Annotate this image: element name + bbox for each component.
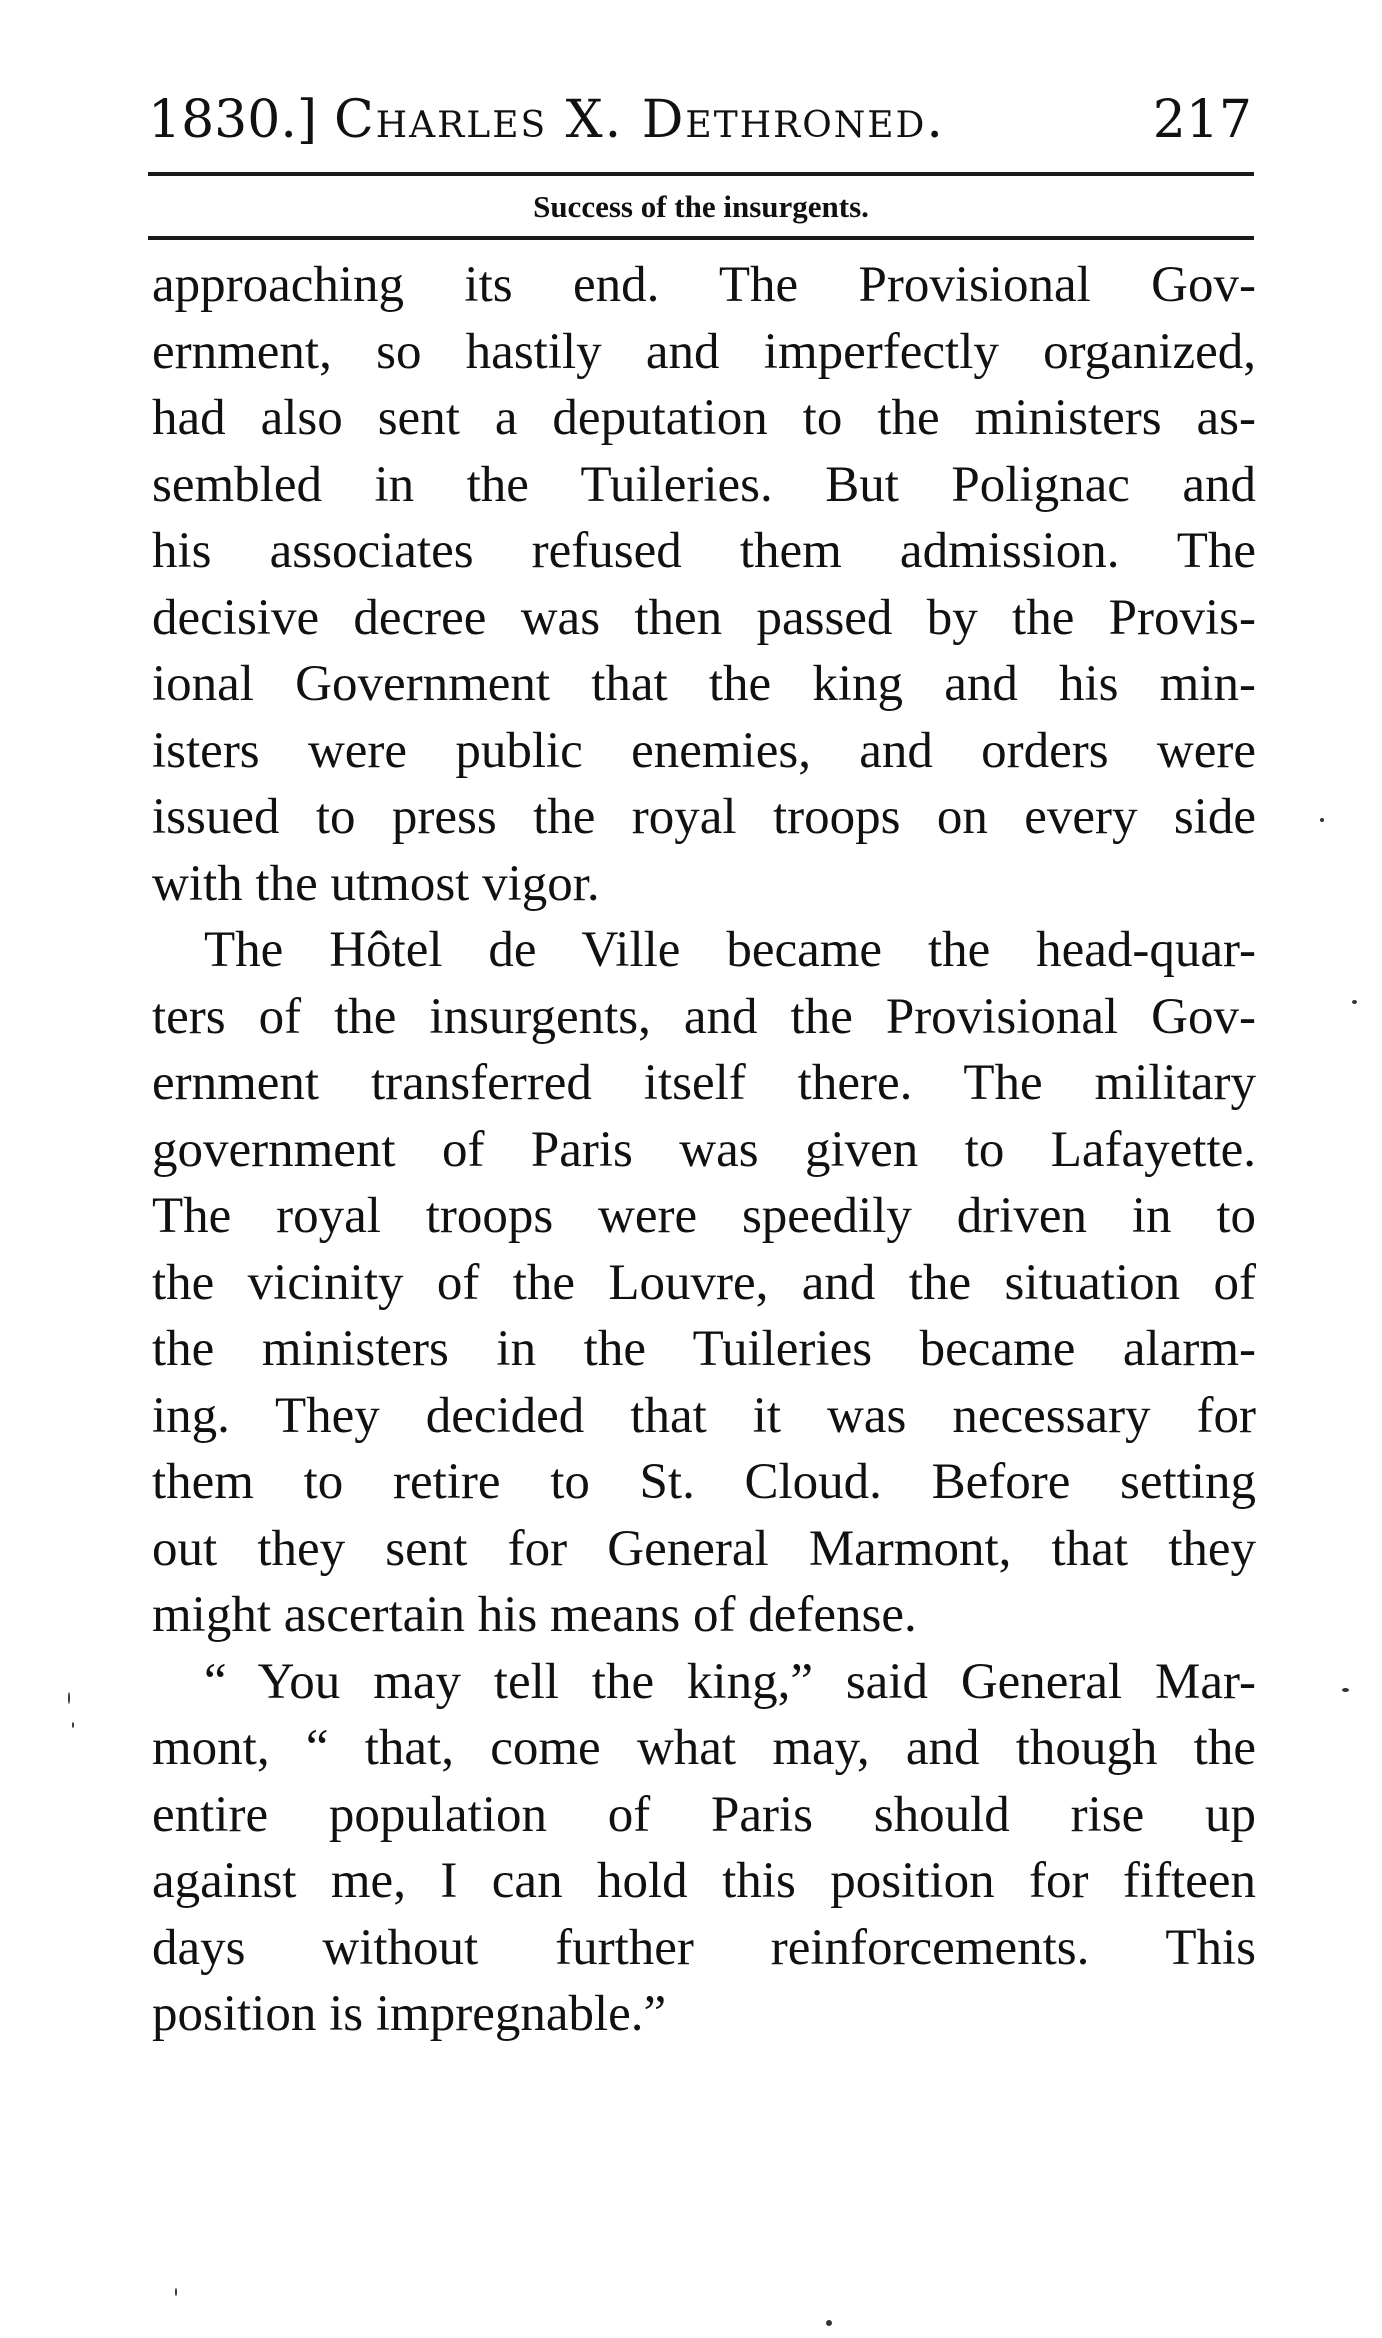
scan-speck — [826, 2320, 832, 2326]
text-line: out they sent for General Marmont, that they — [152, 1520, 1256, 1577]
body-text — [152, 252, 1256, 2048]
running-head-title: Charles X. Dethroned. — [334, 90, 945, 150]
text-line: decisive decree was then passed by the Provis- — [152, 589, 1256, 646]
text-line: approaching its end. The Provisional Gov- — [152, 257, 1256, 313]
text-line: entire population of Paris should rise up — [152, 1786, 1256, 1843]
text-line: ing. They decided that it was necessary for — [152, 1387, 1256, 1444]
scan-speck — [72, 1722, 74, 1728]
scan-speck — [1342, 1688, 1349, 1692]
text-line: with the utmost vigor. — [152, 855, 600, 912]
scan-speck — [175, 2288, 177, 2296]
text-line: ional Government that the king and his min- — [152, 656, 1256, 712]
scan-speck — [1352, 1000, 1357, 1004]
paragraph — [152, 252, 1256, 917]
paragraph — [152, 1649, 1256, 2048]
text-line: “ You may tell the king,” said General Mar- — [204, 1653, 1256, 1710]
section-note: Success of the insurgents. — [533, 189, 869, 224]
text-line: mont, “ that, come what may, and though the — [152, 1720, 1256, 1776]
paragraph — [152, 917, 1256, 1649]
top-rule — [148, 172, 1254, 176]
text-line: them to retire to St. Cloud. Before setting — [152, 1454, 1256, 1510]
text-line: days without further reinforcements. This — [152, 1919, 1256, 1976]
text-line: The royal troops were speedily driven in to — [152, 1188, 1256, 1244]
text-line: his associates refused them admission. The — [152, 523, 1256, 579]
text-line: might ascertain his means of defense. — [152, 1587, 917, 1643]
text-line: against me, I can hold this position for fifteen — [152, 1853, 1256, 1909]
text-line: sembled in the Tuileries. But Polignac and — [152, 456, 1256, 513]
text-line: ernment, so hastily and imperfectly organized, — [152, 323, 1256, 380]
text-line: government of Paris was given to Lafayette. — [152, 1121, 1256, 1178]
scan-speck — [68, 1692, 70, 1704]
bottom-rule — [148, 236, 1254, 240]
text-line: ernment transferred itself there. The military — [152, 1055, 1256, 1111]
running-head — [148, 80, 1252, 160]
text-line: isters were public enemies, and orders were — [152, 722, 1256, 779]
text-line: position is impregnable.” — [152, 1986, 667, 2042]
text-line: ters of the insurgents, and the Provisional Gov- — [152, 988, 1256, 1045]
text-line: the vicinity of the Louvre, and the situation of — [152, 1254, 1256, 1311]
scan-speck — [1320, 818, 1324, 822]
text-line: had also sent a deputation to the ministers as- — [152, 390, 1256, 446]
text-line: issued to press the royal troops on every side — [152, 789, 1256, 845]
running-head-date: 1830.] — [148, 90, 318, 150]
text-line: the ministers in the Tuileries became alarm- — [152, 1321, 1256, 1377]
page-number: 217 — [1152, 90, 1252, 150]
text-line: The Hôtel de Ville became the head-quar- — [204, 922, 1256, 978]
